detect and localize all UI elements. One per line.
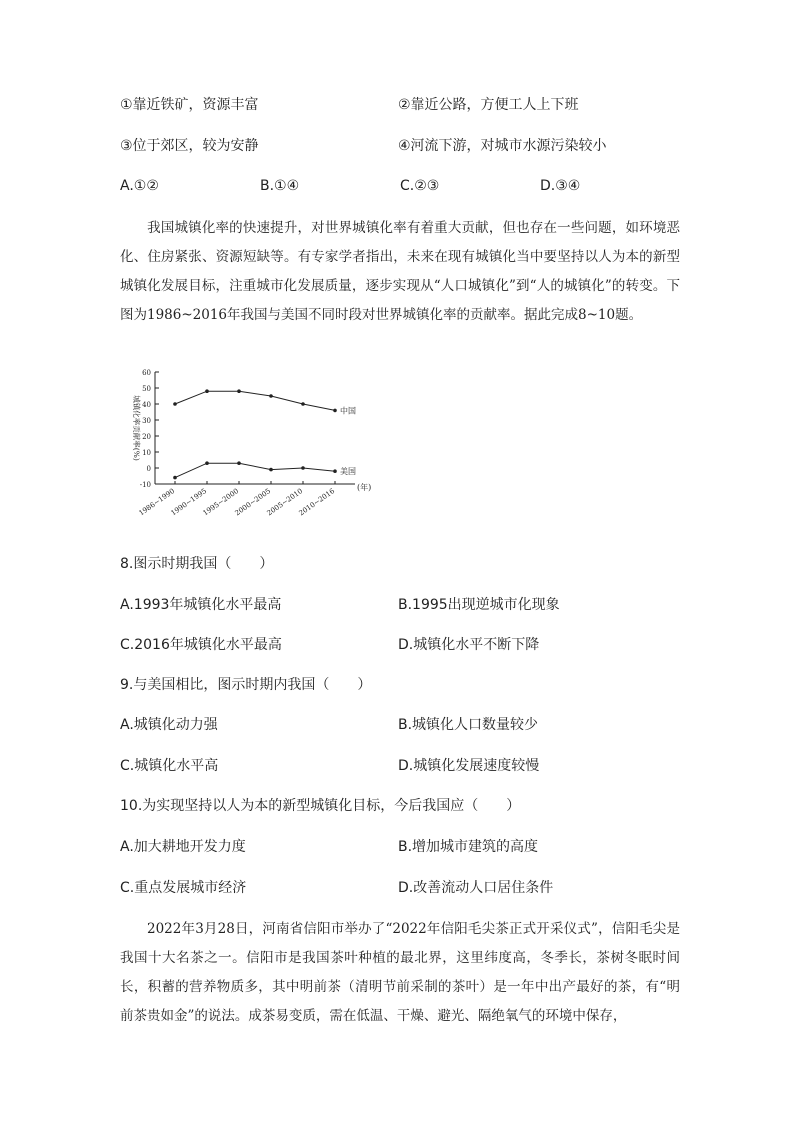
passage-urbanization-text: 我国城镇化率的快速提升，对世界城镇化率有着重大贡献，但也存在一些问题，如环境恶化、住房紧张、资源短缺等。有专家学者指出，未来在现有城镇化当中要坚持以人为本的新型城镇化发展目标，注重城市化发展质量，逐步实现从“人口城镇化”到“人的城镇化”的转变。下图为1986~2016年我国与美国不同时段对世界城镇化率的贡献率。据此完成8~10题。	[120, 220, 680, 323]
question-9-options-row-1	[120, 714, 680, 736]
y-tick-label: 40	[142, 401, 151, 409]
q8-option-b: B.1995出现逆城市化现象	[398, 597, 560, 613]
y-tick-label: 60	[142, 369, 151, 377]
q9-option-b: B.城镇化人口数量较少	[398, 717, 539, 733]
option-b: B.①④	[260, 178, 300, 194]
data-point	[269, 468, 273, 472]
q9-option-d: D.城镇化发展速度较慢	[398, 758, 540, 774]
y-tick-label: 20	[142, 433, 151, 441]
question-8-options-row-1	[120, 594, 680, 616]
question-8-options-row-2	[120, 634, 680, 656]
data-point	[205, 461, 209, 465]
q10-option-b: B.增加城市建筑的高度	[398, 839, 539, 855]
data-point	[333, 469, 337, 473]
statement-row-1	[120, 94, 680, 116]
q9-option-a: A.城镇化动力强	[120, 717, 218, 733]
series-label-0: 中国	[340, 406, 356, 416]
question-9-stem: 9.与美国相比，图示时期内我国（ ）	[120, 677, 372, 693]
y-tick-label: 0	[146, 465, 151, 473]
y-tick-label: 10	[142, 449, 151, 457]
y-tick-label: 30	[142, 417, 151, 425]
option-d: D.③④	[540, 178, 581, 194]
series-label-1: 美国	[340, 467, 356, 477]
prev-options	[120, 175, 680, 197]
passage-xinyang-tea	[120, 915, 680, 1031]
question-9-options-row-2	[120, 755, 680, 777]
passage-xinyang-tea-text: 2022年3月28日，河南省信阳市举办了“2022年信阳毛尖茶正式开采仪式”，信阳毛尖是我国十大名茶之一。信阳市是我国茶叶种植的最北界，这里纬度高，冬季长，茶树冬眠时间长，积蓄的营养物质多，其中明前茶（清明节前采制的茶叶）是一年中出产最好的茶，有“明前茶贵如金”的说法。成茶易变质，需在低温、干燥、避光、隔绝氧气的环境中保存，	[120, 921, 680, 1024]
x-tick-label: 2010~2016	[297, 487, 337, 518]
statement-4: ④河流下游，对城市水源污染较小	[398, 138, 607, 154]
data-point	[301, 402, 305, 406]
x-tick-label: 2000~2005	[233, 487, 273, 518]
x-tick-label: 1990~1995	[169, 487, 209, 518]
q10-option-d: D.改善流动人口居住条件	[398, 880, 554, 896]
x-unit-label: (年)	[357, 483, 372, 492]
y-tick-label: -10	[139, 481, 151, 489]
series-line-0	[175, 391, 335, 410]
x-tick-label: 2005~2010	[265, 487, 305, 518]
statement-1: ①靠近铁矿，资源丰富	[120, 97, 259, 113]
statement-3: ③位于郊区，较为安静	[120, 138, 259, 154]
data-point	[237, 461, 241, 465]
question-8-stem: 8.图示时期我国（ ）	[120, 556, 274, 572]
data-point	[173, 402, 177, 406]
q8-option-a: A.1993年城镇化水平最高	[120, 597, 282, 613]
data-point	[205, 389, 209, 393]
data-point	[269, 394, 273, 398]
q9-option-c: C.城镇化水平高	[120, 758, 219, 774]
q10-option-a: A.加大耕地开发力度	[120, 839, 246, 855]
q10-option-c: C.重点发展城市经济	[120, 880, 247, 896]
question-10-options-row-1	[120, 836, 680, 858]
q8-option-c: C.2016年城镇化水平最高	[120, 637, 282, 653]
data-point	[173, 476, 177, 480]
statement-row-2	[120, 135, 680, 157]
x-tick-label: 1986~1990	[137, 487, 177, 518]
series-line-1	[175, 463, 335, 477]
q8-option-d: D.城镇化水平不断下降	[398, 637, 540, 653]
passage-urbanization	[120, 214, 680, 330]
question-10-options-row-2	[120, 877, 680, 899]
option-a: A.①②	[120, 178, 159, 194]
data-point	[301, 466, 305, 470]
data-point	[333, 409, 337, 413]
statement-2: ②靠近公路，方便工人上下班	[398, 97, 579, 113]
data-point	[237, 389, 241, 393]
y-tick-label: 50	[142, 385, 151, 393]
option-c: C.②③	[400, 178, 440, 194]
urbanization-contribution-chart	[110, 362, 400, 532]
x-tick-label: 1995~2000	[201, 487, 241, 518]
question-10-stem: 10.为实现坚持以人为本的新型城镇化目标，今后我国应（ ）	[120, 798, 521, 814]
y-axis-label: 城镇化率贡献率(%)	[132, 395, 141, 461]
